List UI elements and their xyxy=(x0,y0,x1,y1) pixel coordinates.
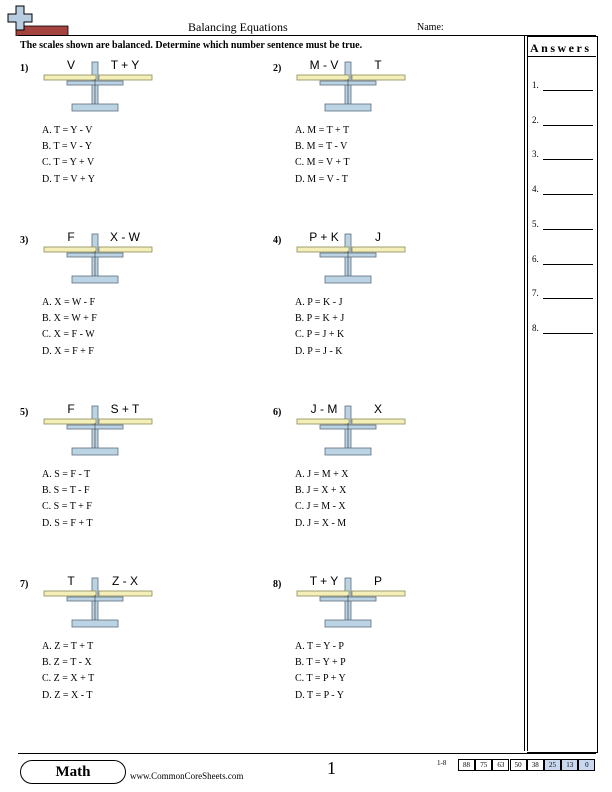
website-link[interactable]: www.CommonCoreSheets.com xyxy=(130,771,244,781)
score-range-label: 1-8 xyxy=(437,759,447,767)
answer-blank[interactable] xyxy=(543,90,593,91)
footer-rule xyxy=(18,753,596,754)
answer-choice: C. M = V + T xyxy=(295,157,350,169)
answer-choice: A. Z = T + T xyxy=(42,641,94,652)
problem-number: 8) xyxy=(273,579,282,590)
answer-blank[interactable] xyxy=(543,159,593,160)
answer-row-label: 8. xyxy=(532,322,539,333)
score-cell: 50 xyxy=(510,759,527,771)
answer-choice: A. P = K - J xyxy=(295,297,343,308)
answer-choice: C. Z = X + T xyxy=(42,673,95,685)
answer-choice: A. T = Y - P xyxy=(295,641,344,652)
answer-row-label: 6. xyxy=(532,253,539,264)
left-pan-expression: M - V xyxy=(309,58,339,72)
balance-scale xyxy=(295,575,415,635)
score-cell: 13 xyxy=(561,759,578,771)
problem-number: 1) xyxy=(20,63,29,74)
answer-blank[interactable] xyxy=(543,229,593,230)
balance-scale xyxy=(42,575,162,635)
answer-choice: C. X = F - W xyxy=(42,329,95,341)
instructions: The scales shown are balanced. Determine which number sentence must be true. xyxy=(20,40,363,51)
answer-row-label: 2. xyxy=(532,114,539,125)
answer-choice: B. T = Y + P xyxy=(295,657,346,669)
answer-choice: D. X = F + F xyxy=(42,345,94,357)
left-pan-expression: F xyxy=(67,230,75,244)
left-pan-expression: F xyxy=(67,402,75,416)
balance-scale xyxy=(42,403,162,463)
answer-choice: C. T = Y + V xyxy=(42,157,95,169)
right-pan-expression: P xyxy=(373,574,382,588)
answer-choice: D. T = P - Y xyxy=(295,689,344,701)
balance-scale xyxy=(295,59,415,119)
answer-blank[interactable] xyxy=(543,298,593,299)
right-pan-expression: S + T xyxy=(110,402,140,416)
answer-column-divider xyxy=(524,36,525,751)
answer-choice: B. S = T - F xyxy=(42,485,90,497)
answer-row-label: 3. xyxy=(532,149,539,160)
left-pan-expression: J - M xyxy=(310,402,338,416)
balance-scale xyxy=(295,403,415,463)
answer-choice: A. S = F - T xyxy=(42,469,91,480)
right-pan-expression: X xyxy=(373,402,382,416)
answer-choice: B. T = V - Y xyxy=(42,141,93,153)
answer-choice: D. T = V + Y xyxy=(42,173,95,185)
answer-blank[interactable] xyxy=(543,333,593,334)
answer-blank[interactable] xyxy=(543,194,593,195)
subject-badge: Math xyxy=(20,760,126,784)
answer-choice: B. X = W + F xyxy=(42,313,97,325)
score-cell: 0 xyxy=(578,759,595,771)
problem-number: 7) xyxy=(20,579,29,590)
name-label: Name: xyxy=(417,22,444,33)
answer-choice: A. M = T + T xyxy=(295,125,350,136)
answer-choice: C. P = J + K xyxy=(295,329,345,341)
right-pan-expression: Z - X xyxy=(112,574,138,588)
left-pan-expression: P + K xyxy=(309,230,339,244)
page-number: 1 xyxy=(327,758,336,778)
score-cell: 63 xyxy=(492,759,509,771)
right-pan-expression: T + Y xyxy=(110,58,140,72)
answer-row-label: 4. xyxy=(532,184,539,195)
answer-choice: D. Z = X - T xyxy=(42,689,93,701)
left-pan-expression: T + Y xyxy=(309,574,339,588)
answer-choice: B. M = T - V xyxy=(295,141,348,153)
balance-scale xyxy=(42,231,162,291)
answer-choice: C. J = M - X xyxy=(295,501,346,513)
answers-heading: Answers xyxy=(530,41,592,55)
answer-box xyxy=(527,36,598,753)
answer-choice: B. P = K + J xyxy=(295,313,345,325)
answer-row-label: 1. xyxy=(532,80,539,90)
problem-number: 6) xyxy=(273,407,282,418)
score-cell: 38 xyxy=(527,759,544,771)
answer-choice: D. S = F + T xyxy=(42,517,93,529)
answer-choice: A. J = M + X xyxy=(295,469,349,480)
answer-row-label: 7. xyxy=(532,288,539,299)
page-title: Balancing Equations xyxy=(188,20,288,34)
logo-icon xyxy=(2,4,70,36)
answer-choice: C. S = T + F xyxy=(42,501,92,513)
answer-choice: D. P = J - K xyxy=(295,345,343,357)
left-pan-expression: V xyxy=(66,58,75,72)
left-pan-expression: T xyxy=(67,574,75,588)
header-rule xyxy=(18,35,596,36)
score-cell: 25 xyxy=(544,759,561,771)
answer-choice: B. Z = T - X xyxy=(42,657,92,669)
answer-choice: A. X = W - F xyxy=(42,297,96,308)
answer-choice: A. T = Y - V xyxy=(42,125,93,136)
answer-choice: D. J = X - M xyxy=(295,517,347,529)
answers-heading-rule xyxy=(528,56,596,57)
answer-blank[interactable] xyxy=(543,125,593,126)
answer-choice: B. J = X + X xyxy=(295,485,347,497)
answer-choice: D. M = V - T xyxy=(295,173,348,185)
problem-number: 4) xyxy=(273,235,282,246)
problem-number: 2) xyxy=(273,63,282,74)
right-pan-expression: X - W xyxy=(110,230,140,244)
problem-number: 3) xyxy=(20,235,29,246)
balance-scale xyxy=(295,231,415,291)
right-pan-expression: T xyxy=(374,58,382,72)
score-cell: 75 xyxy=(475,759,492,771)
balance-scale xyxy=(42,59,162,119)
problem-number: 5) xyxy=(20,407,29,418)
answer-row-label: 5. xyxy=(532,218,539,229)
score-cell: 88 xyxy=(458,759,475,771)
answer-blank[interactable] xyxy=(543,264,593,265)
answer-choice: C. T = P + Y xyxy=(295,673,346,685)
right-pan-expression: J xyxy=(375,230,381,244)
